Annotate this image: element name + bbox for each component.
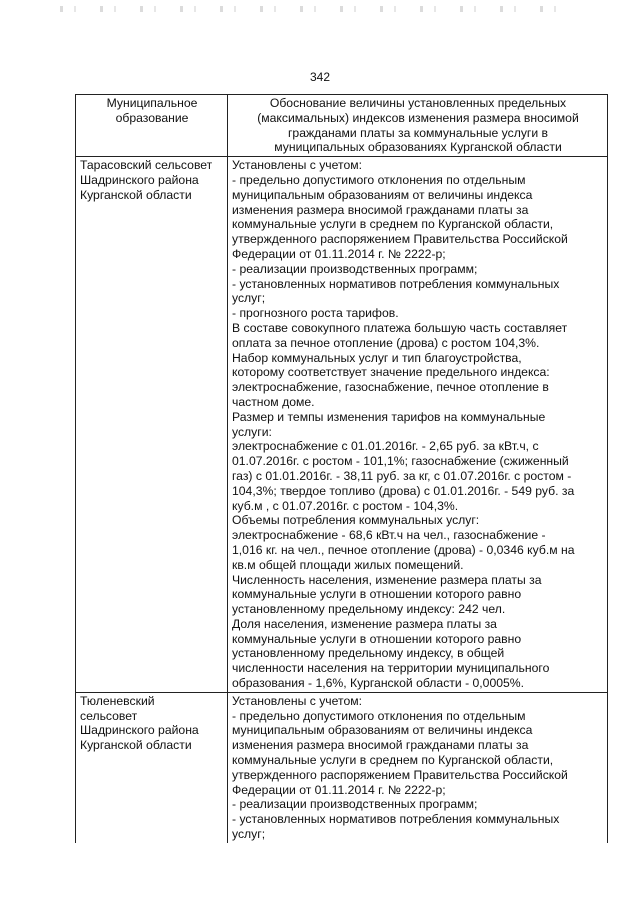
table-header-row [76,95,608,157]
municipality-name: Тюленевский сельсовет Шадринского района Курганской области [76,692,228,842]
scan-artifact [60,6,580,12]
table-row [76,692,608,842]
header-justification: Обоснование величины установленных предельных (максимальных) индексов изменения размера вносимой гражданами платы за коммунальные услуги в муниципальных образованиях Курганской области [228,95,608,157]
justification-text: Установлены с учетом: - предельно допустимого отклонения по отдельным муниципальным образованиям от величины индекса изменения размера вносимой гражданами платы за коммунальные услуги в среднем по Курганской области, утвержденного распоряжением Правительства Российской Федерации от 01.11.2014 г. № 2222-р; - реализации производственных программ; - установленных нормативов потребления коммунальных услуг; - прогнозного роста тарифов. В составе совокупного платежа большую часть составляет оплата за печное отопление (дрова) с ростом 104,3%. Набор коммунальных услуг и тип благоустройства, которому соответствует значение предельного индекса: электроснабжение, газоснабжение, печное отопление в частном доме. Размер и темпы изменения тарифов на коммунальные услуги: электроснабжение с 01.01.2016г. - 2,65 руб. за кВт.ч, с 01.07.2016г. с ростом - 101,1%; газоснабжение (сжиженный газ) с 01.01.2016г. - 38,11 руб. за кг, с 01.07.2016г. с ростом - 104,3%; твердое топливо (дрова) с 01.01.2016г. - 549 руб. за куб.м , с 01.07.2016г. с ростом - 104,3%. Объемы потребления коммунальных услуг: электроснабжение - 68,6 кВт.ч на чел., газоснабжение - 1,016 кг. на чел., печное отопление (дрова) - 0,0346 куб.м на кв.м общей площади жилых помещений. Численность населения, изменение размера платы за коммунальные услуги в отношении которого равно установленному предельному индексу: 242 чел. Доля населения, изменение размера платы за коммунальные услуги в отношении которого равно установленному предельному индексу, в общей численности населения на территории муниципального образования - 1,6%, Курганской области - 0,0005%. [228,157,608,693]
page-number: 342 [309,70,331,84]
header-municipality: Муниципальное образование [76,95,228,157]
municipality-name: Тарасовский сельсовет Шадринского района Курганской области [76,157,228,693]
municipal-index-table [75,94,608,843]
justification-text: Установлены с учетом: - предельно допустимого отклонения по отдельным муниципальным образованиям от величины индекса изменения размера вносимой гражданами платы за коммунальные услуги в среднем по Курганской области, утвержденного распоряжением Правительства Российской Федерации от 01.11.2014 г. № 2222-р; - реализации производственных программ; - установленных нормативов потребления коммунальных услуг; [228,692,608,842]
table-row [76,157,608,693]
